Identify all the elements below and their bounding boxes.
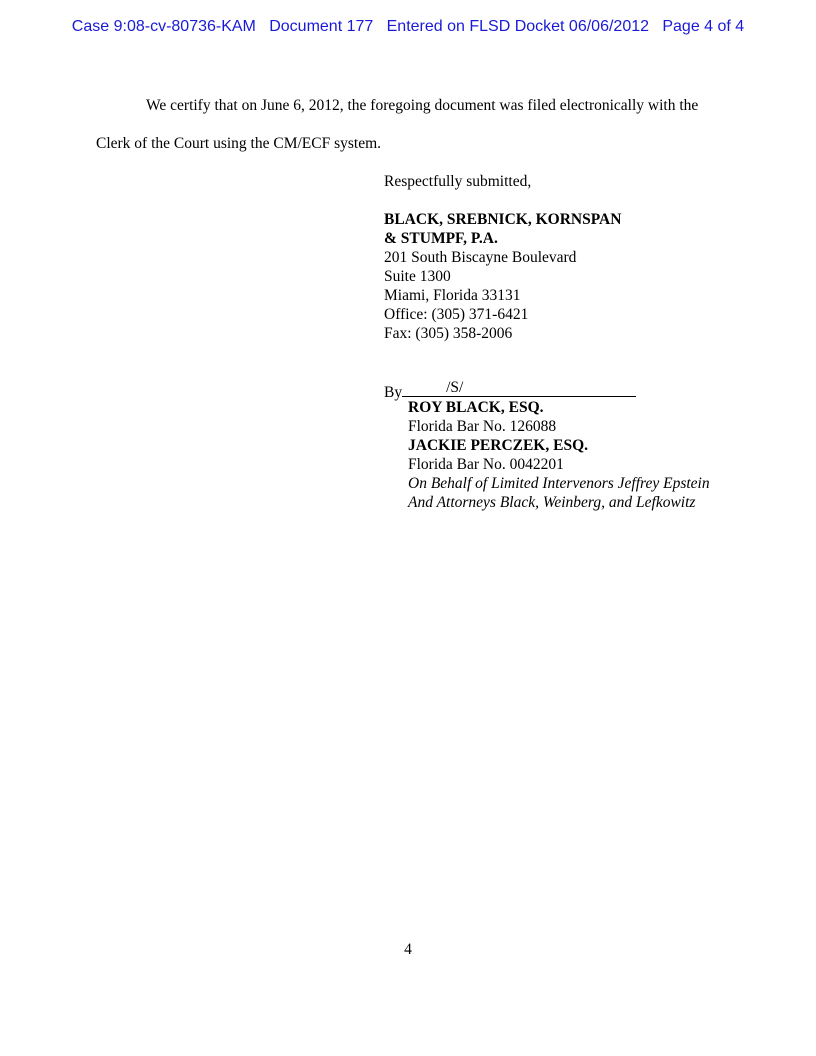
firm-name-line-2: & STUMPF, P.A.: [384, 230, 498, 247]
docket-header-stamp: Case 9:08-cv-80736-KAM Document 177 Entered on FLSD Docket 06/06/2012 Page 4 of 4: [71, 18, 745, 35]
closing-text: Respectfully submitted,: [384, 173, 532, 190]
firm-address-1: 201 South Biscayne Boulevard: [384, 249, 577, 266]
firm-city: Miami, Florida 33131: [384, 287, 521, 304]
on-behalf-line-1: On Behalf of Limited Intervenors Jeffrey Epstein: [408, 475, 710, 492]
on-behalf-line-2: And Attorneys Black, Weinberg, and Lefkowitz: [408, 494, 696, 511]
certificate-line-2: Clerk of the Court using the CM/ECF system.: [96, 135, 382, 152]
attorney-2-bar: Florida Bar No. 0042201: [408, 456, 564, 473]
firm-block: [384, 210, 621, 343]
certificate-line-1: We certify that on June 6, 2012, the foregoing document was filed electronically with the: [146, 97, 699, 114]
attorney-1-name: ROY BLACK, ESQ.: [408, 399, 544, 416]
firm-fax: Fax: (305) 358-2006: [384, 325, 513, 342]
signature-by-label: By: [384, 384, 403, 401]
attorney-2-name: JACKIE PERCZEK, ESQ.: [408, 437, 589, 454]
page-number: 4: [404, 941, 412, 958]
signature-mark: /S/: [446, 379, 464, 396]
firm-address-2: Suite 1300: [384, 268, 451, 285]
signature-underline: [402, 379, 636, 397]
attorney-block: [408, 398, 710, 512]
firm-name-line-1: BLACK, SREBNICK, KORNSPAN: [384, 211, 622, 228]
attorney-1-bar: Florida Bar No. 126088: [408, 418, 557, 435]
closing-block: [384, 172, 531, 191]
firm-office-phone: Office: (305) 371-6421: [384, 306, 529, 323]
